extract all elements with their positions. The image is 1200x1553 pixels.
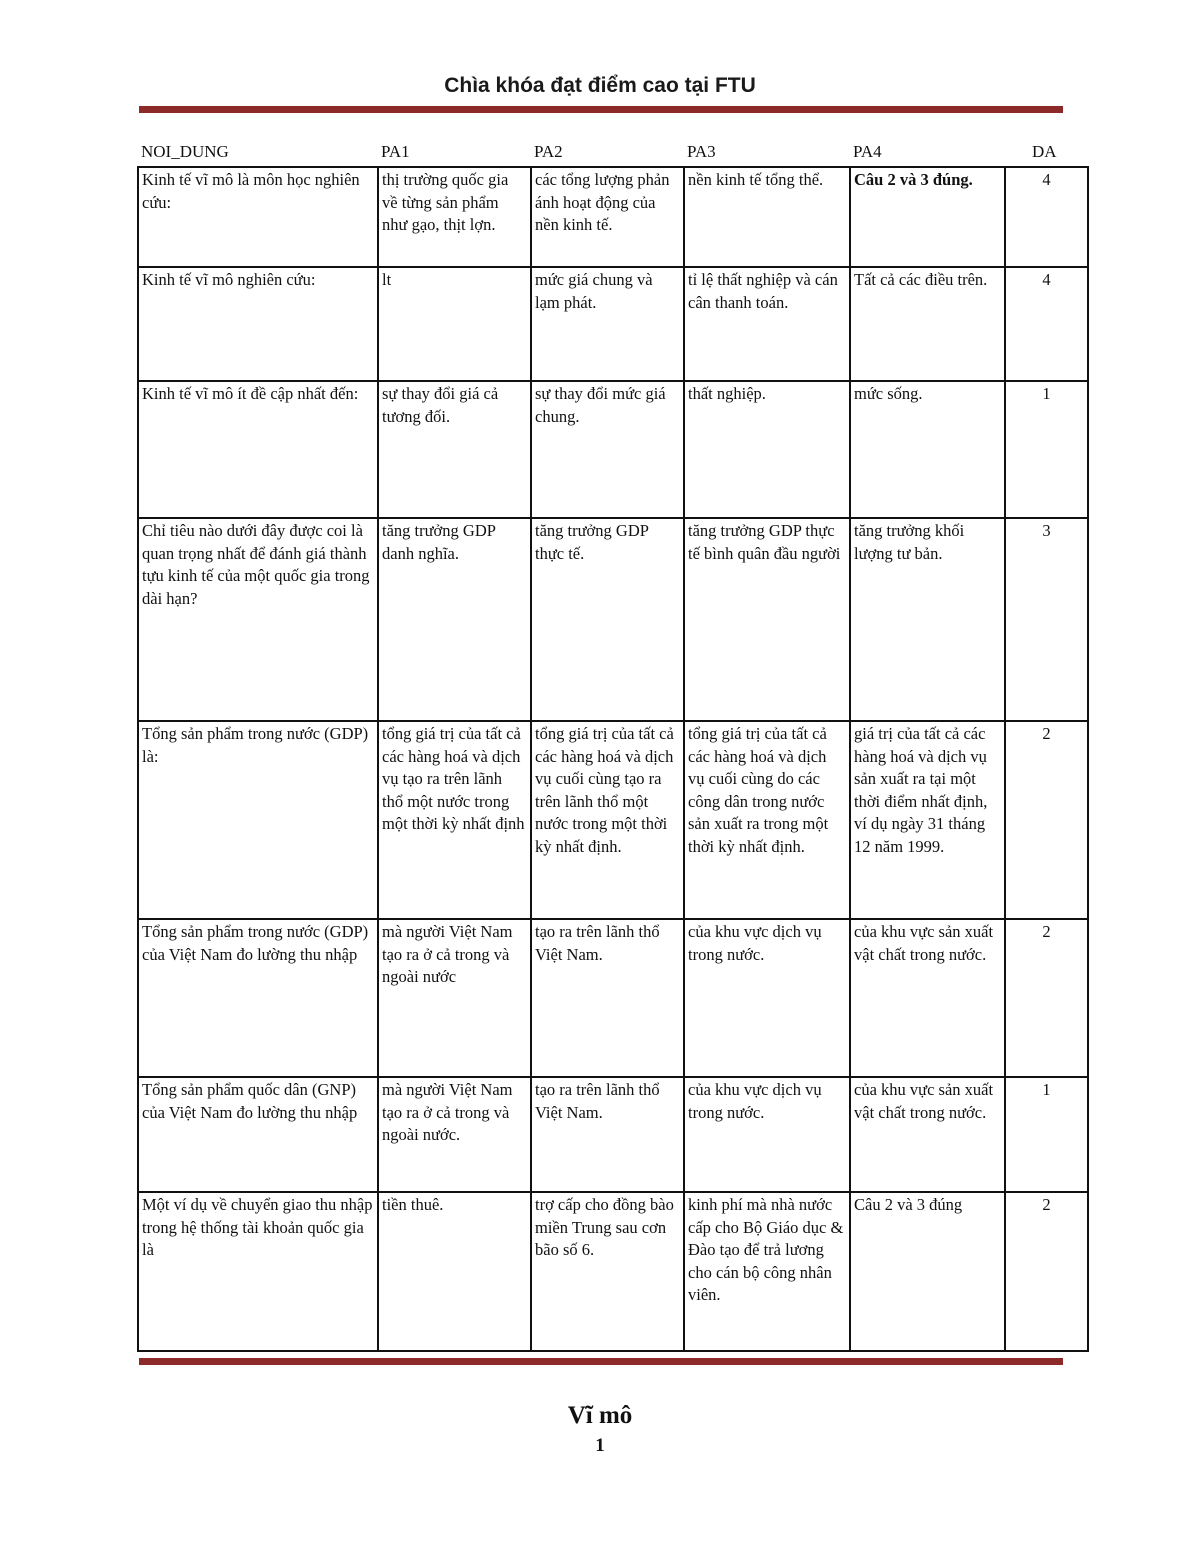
- option-pa1-cell: tiền thuê.: [378, 1192, 531, 1351]
- option-pa3-cell: tổng giá trị của tất cả các hàng hoá và dịch vụ cuối cùng do các công dân trong nước sản xuất ra trong một thời kỳ nhất định.: [684, 721, 850, 919]
- option-pa3-cell: tăng trưởng GDP thực tế bình quân đầu người: [684, 518, 850, 721]
- option-pa1-cell: mà người Việt Nam tạo ra ở cả trong và ngoài nước.: [378, 1077, 531, 1192]
- option-pa4-cell: Câu 2 và 3 đúng: [850, 1192, 1005, 1351]
- option-pa4-cell: Tất cả các điều trên.: [850, 267, 1005, 381]
- option-pa1-cell: sự thay đổi giá cả tương đối.: [378, 381, 531, 518]
- option-pa4-cell: của khu vực sản xuất vật chất trong nước.: [850, 1077, 1005, 1192]
- answer-cell: 1: [1005, 1077, 1088, 1192]
- column-header-pa2: PA2: [534, 142, 563, 161]
- answer-cell: 4: [1005, 267, 1088, 381]
- table-row: [138, 1077, 1088, 1192]
- option-pa1-cell: tăng trưởng GDP danh nghĩa.: [378, 518, 531, 721]
- column-header-noi-dung: NOI_DUNG: [141, 142, 229, 161]
- question-cell: Chỉ tiêu nào dưới đây được coi là quan trọng nhất để đánh giá thành tựu kinh tế của một quốc gia trong dài hạn?: [138, 518, 378, 721]
- question-cell: Tổng sản phẩm trong nước (GDP) là:: [138, 721, 378, 919]
- option-pa3-cell: thất nghiệp.: [684, 381, 850, 518]
- option-pa3-cell: tỉ lệ thất nghiệp và cán cân thanh toán.: [684, 267, 850, 381]
- option-pa2-cell: tổng giá trị của tất cả các hàng hoá và dịch vụ cuối cùng tạo ra trên lãnh thổ một nước trong một thời kỳ nhất định.: [531, 721, 684, 919]
- answer-cell: 4: [1005, 167, 1088, 267]
- answer-cell: 2: [1005, 721, 1088, 919]
- option-pa2-cell: tăng trưởng GDP thực tế.: [531, 518, 684, 721]
- footer-title: Vĩ mô: [567, 1402, 633, 1429]
- answer-cell: 3: [1005, 518, 1088, 721]
- column-header-da: DA: [1032, 142, 1057, 161]
- option-pa4-cell: giá trị của tất cả các hàng hoá và dịch vụ sản xuất ra tại một thời điểm nhất định, ví dụ ngày 31 tháng 12 năm 1999.: [850, 721, 1005, 919]
- option-pa1-cell: lt: [378, 267, 531, 381]
- table-row: [138, 267, 1088, 381]
- option-pa2-cell: sự thay đổi mức giá chung.: [531, 381, 684, 518]
- table-row: [138, 518, 1088, 721]
- question-table: [137, 166, 1089, 1352]
- option-pa4-cell: Câu 2 và 3 đúng.: [850, 167, 1005, 267]
- option-pa3-cell: của khu vực dịch vụ trong nước.: [684, 1077, 850, 1192]
- option-pa2-cell: trợ cấp cho đồng bào miền Trung sau cơn bão số 6.: [531, 1192, 684, 1351]
- question-cell: Tổng sản phẩm quốc dân (GNP) của Việt Nam đo lường thu nhập: [138, 1077, 378, 1192]
- footer-divider: [139, 1358, 1063, 1365]
- question-cell: Kinh tế vĩ mô nghiên cứu:: [138, 267, 378, 381]
- header-divider: [139, 106, 1063, 113]
- option-pa3-cell: nền kinh tế tổng thể.: [684, 167, 850, 267]
- option-pa4-cell: của khu vực sản xuất vật chất trong nước.: [850, 919, 1005, 1077]
- column-header-pa4: PA4: [853, 142, 882, 161]
- question-cell: Tổng sản phẩm trong nước (GDP) của Việt Nam đo lường thu nhập: [138, 919, 378, 1077]
- question-cell: Kinh tế vĩ mô là môn học nghiên cứu:: [138, 167, 378, 267]
- table-row: [138, 721, 1088, 919]
- column-header-pa1: PA1: [381, 142, 410, 161]
- option-pa2-cell: các tổng lượng phản ánh hoạt động của nền kinh tế.: [531, 167, 684, 267]
- column-header-pa3: PA3: [687, 142, 716, 161]
- question-cell: Kinh tế vĩ mô ít đề cập nhất đến:: [138, 381, 378, 518]
- option-pa2-cell: mức giá chung và lạm phát.: [531, 267, 684, 381]
- answer-cell: 2: [1005, 919, 1088, 1077]
- question-cell: Một ví dụ về chuyển giao thu nhập trong hệ thống tài khoản quốc gia là: [138, 1192, 378, 1351]
- option-pa1-cell: mà người Việt Nam tạo ra ở cả trong và ngoài nước: [378, 919, 531, 1077]
- table-row: [138, 1192, 1088, 1351]
- table-row: [138, 167, 1088, 267]
- option-pa4-cell: mức sống.: [850, 381, 1005, 518]
- answer-cell: 1: [1005, 381, 1088, 518]
- option-pa1-cell: tổng giá trị của tất cả các hàng hoá và dịch vụ tạo ra trên lãnh thổ một nước trong một thời kỳ nhất định: [378, 721, 531, 919]
- option-pa4-cell: tăng trưởng khối lượng tư bản.: [850, 518, 1005, 721]
- option-pa3-cell: của khu vực dịch vụ trong nước.: [684, 919, 850, 1077]
- table-row: [138, 381, 1088, 518]
- option-pa1-cell: thị trường quốc gia về từng sản phẩm như gạo, thịt lợn.: [378, 167, 531, 267]
- page-header-title: Chìa khóa đạt điểm cao tại FTU: [444, 74, 756, 97]
- option-pa3-cell: kinh phí mà nhà nước cấp cho Bộ Giáo dục & Đào tạo để trả lương cho cán bộ công nhân viên.: [684, 1192, 850, 1351]
- table-row: [138, 919, 1088, 1077]
- page-number: 1: [595, 1435, 605, 1456]
- option-pa2-cell: tạo ra trên lãnh thổ Việt Nam.: [531, 1077, 684, 1192]
- option-pa2-cell: tạo ra trên lãnh thổ Việt Nam.: [531, 919, 684, 1077]
- answer-cell: 2: [1005, 1192, 1088, 1351]
